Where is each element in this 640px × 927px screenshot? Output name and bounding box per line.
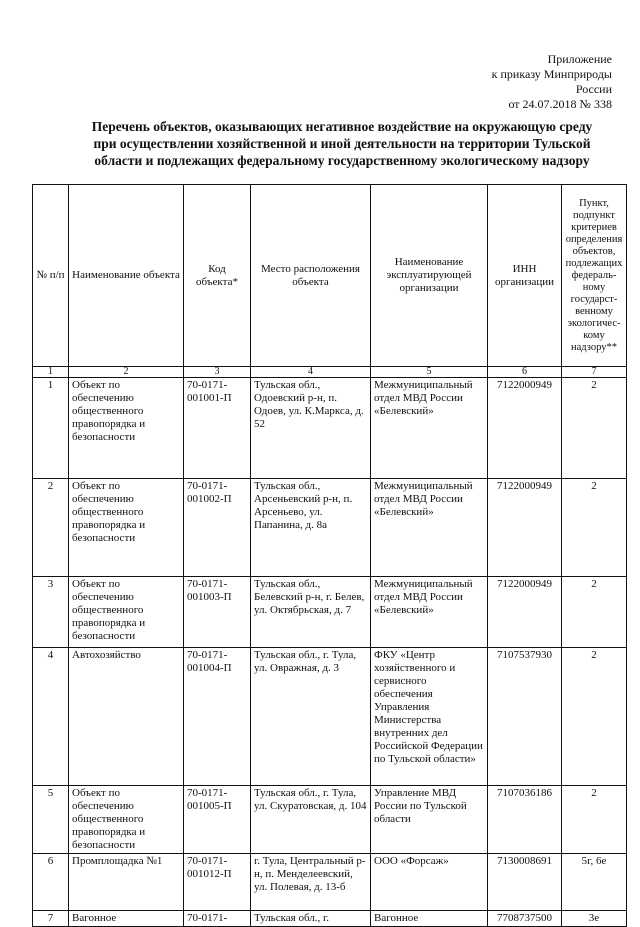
table-row xyxy=(33,786,627,854)
table-row xyxy=(33,479,627,577)
cell-num: 4 xyxy=(33,648,69,786)
cell-operator: ООО «Форсаж» xyxy=(371,854,488,911)
cell-num: 1 xyxy=(33,378,69,479)
title-line: области и подлежащих федеральному государственному экологическому надзору xyxy=(94,153,590,168)
table-row xyxy=(33,648,627,786)
cell-code: 70-0171-001002-П xyxy=(184,479,251,577)
cell-criteria: 2 xyxy=(562,479,627,577)
table-row xyxy=(33,911,627,927)
cell-code: 70-0171-001001-П xyxy=(184,378,251,479)
cell-operator: Межмуниципальный отдел МВД России «Белевский» xyxy=(371,378,488,479)
cell-num: 7 xyxy=(33,911,69,927)
header-num: № п/п xyxy=(33,185,69,367)
cell-location: Тульская обл., г. Тула, ул. Скуратовская, д. 104 xyxy=(251,786,371,854)
cell-name: Объект по обеспечению общественного правопорядка и безопасности xyxy=(69,577,184,648)
cell-name: Промплощадка №1 xyxy=(69,854,184,911)
cell-name: Объект по обеспечению общественного правопорядка и безопасности xyxy=(69,378,184,479)
cell-name: Объект по обеспечению общественного правопорядка и безопасности xyxy=(69,786,184,854)
cell-operator: Управление МВД России по Тульской области xyxy=(371,786,488,854)
cell-name: Объект по обеспечению общественного правопорядка и безопасности xyxy=(69,479,184,577)
table-header-row xyxy=(33,185,627,367)
cell-code: 70-0171-001005-П xyxy=(184,786,251,854)
cell-num: 2 xyxy=(33,479,69,577)
column-number: 5 xyxy=(371,367,488,378)
cell-operator: Межмуниципальный отдел МВД России «Белевский» xyxy=(371,577,488,648)
cell-inn: 7107537930 xyxy=(488,648,562,786)
cell-criteria: 3е xyxy=(562,911,627,927)
header-inn: ИНН организации xyxy=(488,185,562,367)
cell-name: Вагонное xyxy=(69,911,184,927)
appendix-line: к приказу Минприроды xyxy=(491,67,612,81)
cell-inn: 7122000949 xyxy=(488,577,562,648)
cell-operator: ФКУ «Центр хозяйственного и сервисного обеспечения Управления Министерства внутренних дел Российской Федерации по Тульской области» xyxy=(371,648,488,786)
column-number: 1 xyxy=(33,367,69,378)
cell-location: Тульская обл., Арсеньевский р-н, п. Арсеньево, ул. Папанина, д. 8а xyxy=(251,479,371,577)
cell-inn: 7130008691 xyxy=(488,854,562,911)
cell-num: 6 xyxy=(33,854,69,911)
appendix-line: России xyxy=(575,82,612,96)
cell-operator: Вагонное xyxy=(371,911,488,927)
appendix-block xyxy=(412,52,612,112)
cell-name: Автохозяйство xyxy=(69,648,184,786)
cell-criteria: 2 xyxy=(562,786,627,854)
title-line: Перечень объектов, оказывающих негативное воздействие на окружающую среду xyxy=(91,119,593,134)
cell-location: Тульская обл., г. xyxy=(251,911,371,927)
cell-location: Тульская обл., г. Тула, ул. Овражная, д. 3 xyxy=(251,648,371,786)
cell-code: 70-0171-001003-П xyxy=(184,577,251,648)
column-number: 4 xyxy=(251,367,371,378)
header-operator: Наименование эксплуатирующей организации xyxy=(371,185,488,367)
cell-criteria: 2 xyxy=(562,378,627,479)
column-number: 3 xyxy=(184,367,251,378)
appendix-line: от 24.07.2018 № 338 xyxy=(508,97,612,111)
cell-code: 70-0171- xyxy=(184,911,251,927)
table-row xyxy=(33,378,627,479)
cell-inn: 7122000949 xyxy=(488,479,562,577)
cell-criteria: 5г, 6е xyxy=(562,854,627,911)
cell-location: Тульская обл., Одоевский р-н, п. Одоев, ул. К.Маркса, д. 52 xyxy=(251,378,371,479)
objects-table xyxy=(32,184,627,927)
cell-num: 5 xyxy=(33,786,69,854)
column-number: 7 xyxy=(562,367,627,378)
column-number: 2 xyxy=(69,367,184,378)
cell-criteria: 2 xyxy=(562,577,627,648)
table-row xyxy=(33,577,627,648)
cell-location: Тульская обл., Белевский р-н, г. Белев, ул. Октябрьская, д. 7 xyxy=(251,577,371,648)
cell-criteria: 2 xyxy=(562,648,627,786)
title-line: при осуществлении хозяйственной и иной деятельности на территории Тульской xyxy=(93,136,591,151)
cell-code: 70-0171-001012-П xyxy=(184,854,251,911)
header-criteria: Пункт, подпункт критериев определения объектов, подлежащих федераль-ному государст-венному экологичес-кому надзору** xyxy=(562,185,627,367)
column-number: 6 xyxy=(488,367,562,378)
column-numbers-row xyxy=(33,367,627,378)
cell-inn: 7708737500 xyxy=(488,911,562,927)
appendix-line: Приложение xyxy=(547,52,612,66)
cell-inn: 7122000949 xyxy=(488,378,562,479)
cell-code: 70-0171-001004-П xyxy=(184,648,251,786)
cell-num: 3 xyxy=(33,577,69,648)
document-title xyxy=(62,118,622,169)
cell-inn: 7107036186 xyxy=(488,786,562,854)
header-code: Код объекта* xyxy=(184,185,251,367)
cell-location: г. Тула, Центральный р-н, п. Менделеевский, ул. Полевая, д. 13-б xyxy=(251,854,371,911)
header-name: Наименование объекта xyxy=(69,185,184,367)
table-row xyxy=(33,854,627,911)
cell-operator: Межмуниципальный отдел МВД России «Белевский» xyxy=(371,479,488,577)
header-location: Место расположения объекта xyxy=(251,185,371,367)
